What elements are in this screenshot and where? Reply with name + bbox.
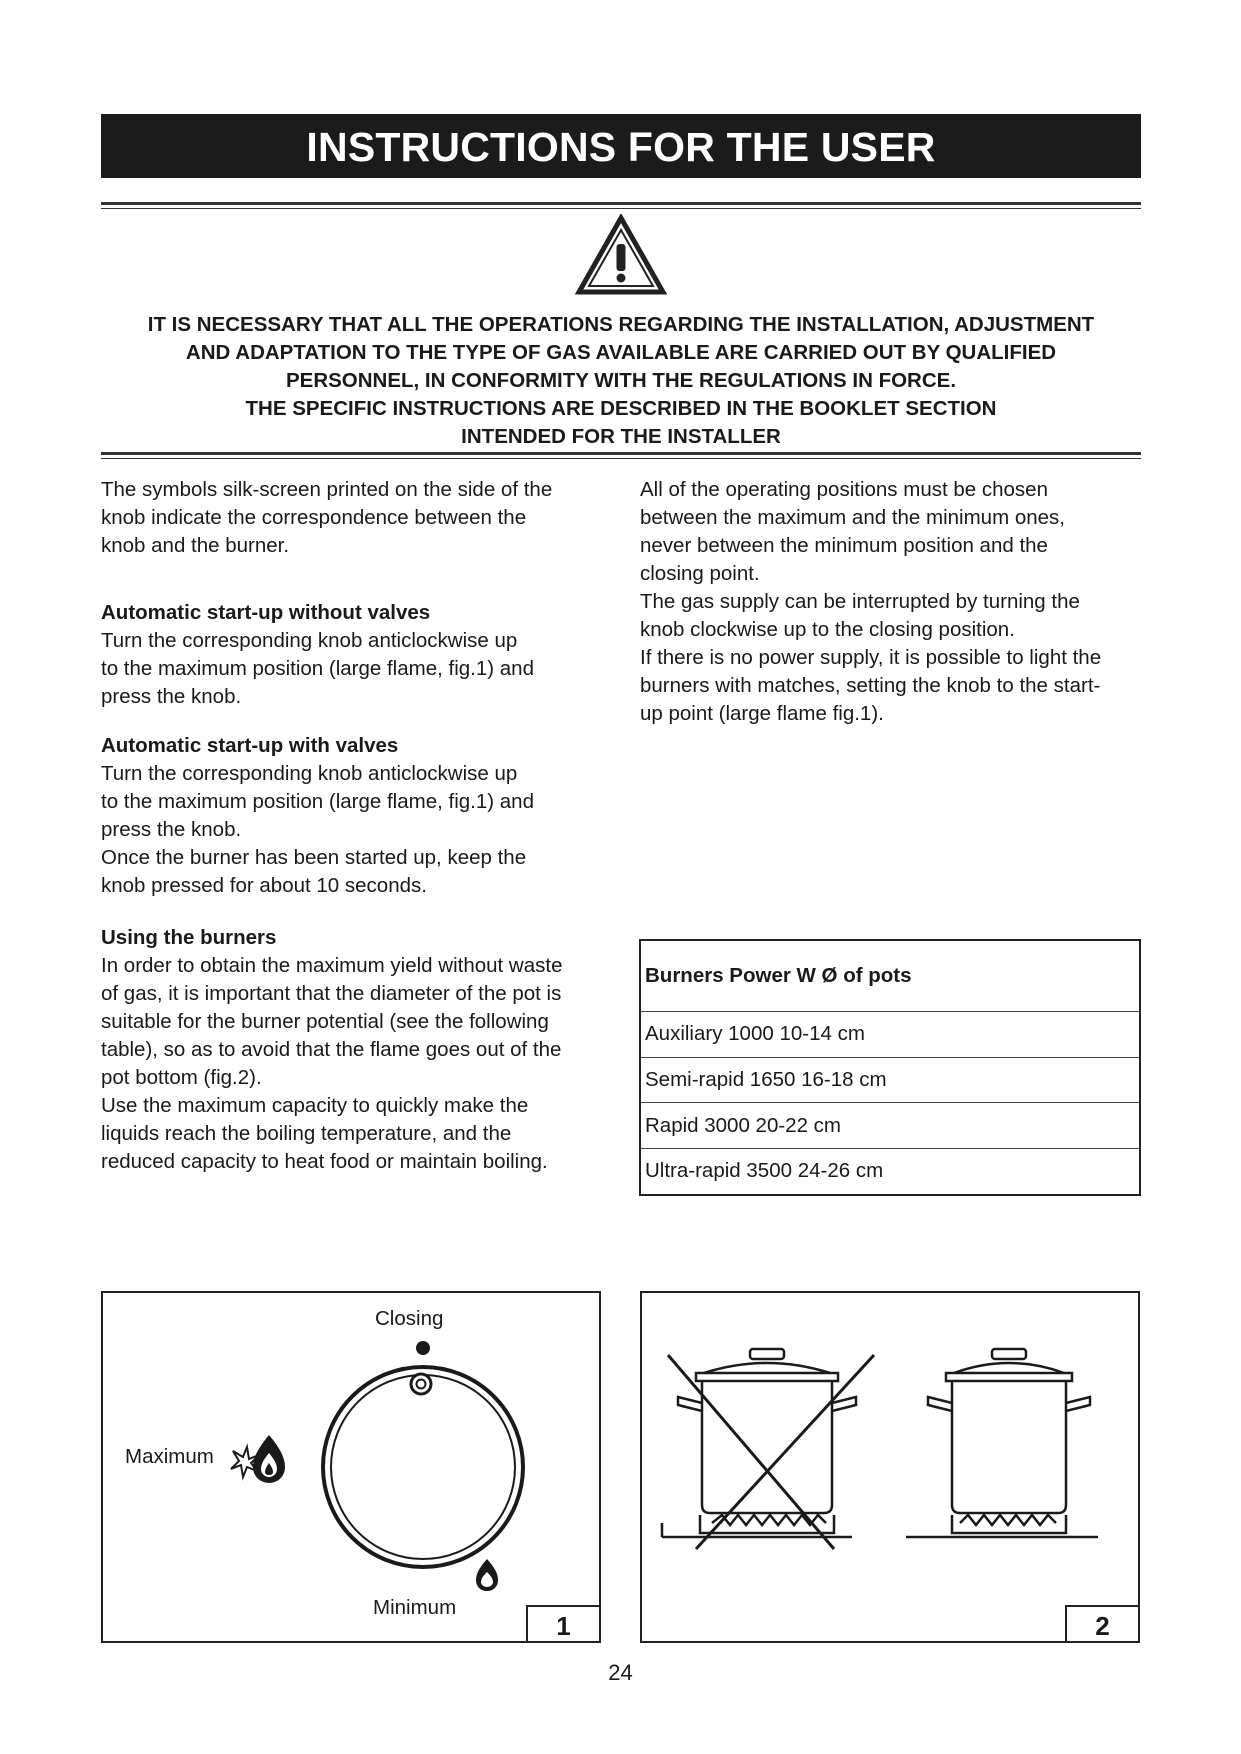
paragraph-line: All of the operating positions must be chosen [640,478,1048,501]
closing-label: Closing [375,1307,444,1330]
correct-pot-icon [906,1349,1098,1537]
minimum-label: Minimum [373,1596,457,1619]
paragraph-line: Once the burner has been started up, keep the [101,846,527,869]
paragraph-line: Use the maximum capacity to quickly make the [101,1094,529,1117]
divider-middle-thin [101,458,1141,459]
page-number: 24 [608,1660,633,1685]
intro-line: knob and the burner. [101,534,290,557]
table-cell: Semi-rapid 1650 16-18 cm [640,1057,1140,1103]
warning-text [96,311,1146,451]
divider-middle [101,452,1141,455]
table-cell: Ultra-rapid 3500 24-26 cm [640,1148,1140,1195]
paragraph-line: liquids reach the boiling temperature, and the [101,1122,512,1145]
paragraph-line: Turn the corresponding knob anticlockwise up [101,629,518,652]
warning-line: PERSONNEL, IN CONFORMITY WITH THE REGULATIONS IN FORCE. [285,369,957,392]
knob-diagram [103,1293,599,1641]
page-title: INSTRUCTIONS FOR THE USER [101,114,1141,178]
warning-triangle-icon [575,214,667,296]
table-row [640,1012,1140,1058]
large-flame-icon [253,1435,285,1483]
table-row [640,1103,1140,1149]
paragraph-line: table), so as to avoid that the flame goes out of the [101,1038,562,1061]
intro-line: The symbols silk-screen printed on the side of the [101,478,553,501]
paragraph-line: never between the minimum position and the [640,534,1048,557]
paragraph-line: up point (large flame fig.1). [640,702,884,725]
table-cell: Auxiliary 1000 10-14 cm [640,1012,1140,1058]
paragraph-line: press the knob. [101,685,242,708]
paragraph-line: The gas supply can be interrupted by turning the [640,590,1080,613]
burners-table [639,939,1141,1196]
paragraph-line: burners with matches, setting the knob to the start- [640,674,1101,697]
paragraph-line: press the knob. [101,818,242,841]
maximum-label: Maximum [125,1445,214,1468]
warning-line: INTENDED FOR THE INSTALLER [461,425,781,448]
warning-line: IT IS NECESSARY THAT ALL THE OPERATIONS REGARDING THE INSTALLATION, ADJUSTMENT [147,313,1095,336]
paragraph-line: pot bottom (fig.2). [101,1066,262,1089]
right-column [640,476,1142,728]
paragraph-line: to the maximum position (large flame, fig.1) and [101,790,534,813]
paragraph-line: between the maximum and the minimum ones, [640,506,1066,529]
table-row [640,1057,1140,1103]
warning-line: THE SPECIFIC INSTRUCTIONS ARE DESCRIBED IN THE BOOKLET SECTION [245,397,997,420]
paragraph-line: of gas, it is important that the diameter of the pot is [101,982,562,1005]
table-cell: Rapid 3000 20-22 cm [640,1103,1140,1149]
paragraph-line: closing point. [640,562,760,585]
pots-diagram [642,1293,1138,1641]
paragraph-line: If there is no power supply, it is possible to light the [640,646,1102,669]
section-heading-with-valves: Automatic start-up with valves [101,734,399,757]
paragraph-line: suitable for the burner potential (see the following [101,1010,549,1033]
section-heading-without-valves: Automatic start-up without valves [101,601,431,624]
wrong-pot-icon [662,1349,856,1537]
paragraph-line: reduced capacity to heat food or maintain boiling. [101,1150,548,1173]
knob-outline [323,1367,523,1567]
small-flame-icon [476,1559,498,1591]
warning-line: AND ADAPTATION TO THE TYPE OF GAS AVAILABLE ARE CARRIED OUT BY QUALIFIED [185,341,1057,364]
section-heading-using-burners: Using the burners [101,926,277,949]
divider-top-thin [101,208,1141,209]
knob-marker-icon [411,1374,431,1394]
closing-dot-icon [416,1341,430,1355]
table-header-row [640,940,1140,1012]
figure-number: 1 [526,1605,601,1643]
paragraph-line: to the maximum position (large flame, fig.1) and [101,657,534,680]
paragraph-line: Turn the corresponding knob anticlockwise up [101,762,518,785]
left-column [101,476,607,1176]
intro-line: knob indicate the correspondence between the [101,506,527,529]
figure-number: 2 [1065,1605,1140,1643]
table-row [640,1148,1140,1195]
paragraph-line: In order to obtain the maximum yield without waste [101,954,563,977]
table-header-cell: Burners Power W Ø of pots [645,964,912,987]
figure-1-knob [101,1291,601,1643]
figure-2-pots [640,1291,1140,1643]
paragraph-line: knob pressed for about 10 seconds. [101,874,427,897]
paragraph-line: knob clockwise up to the closing position. [640,618,1015,641]
divider-top [101,202,1141,205]
